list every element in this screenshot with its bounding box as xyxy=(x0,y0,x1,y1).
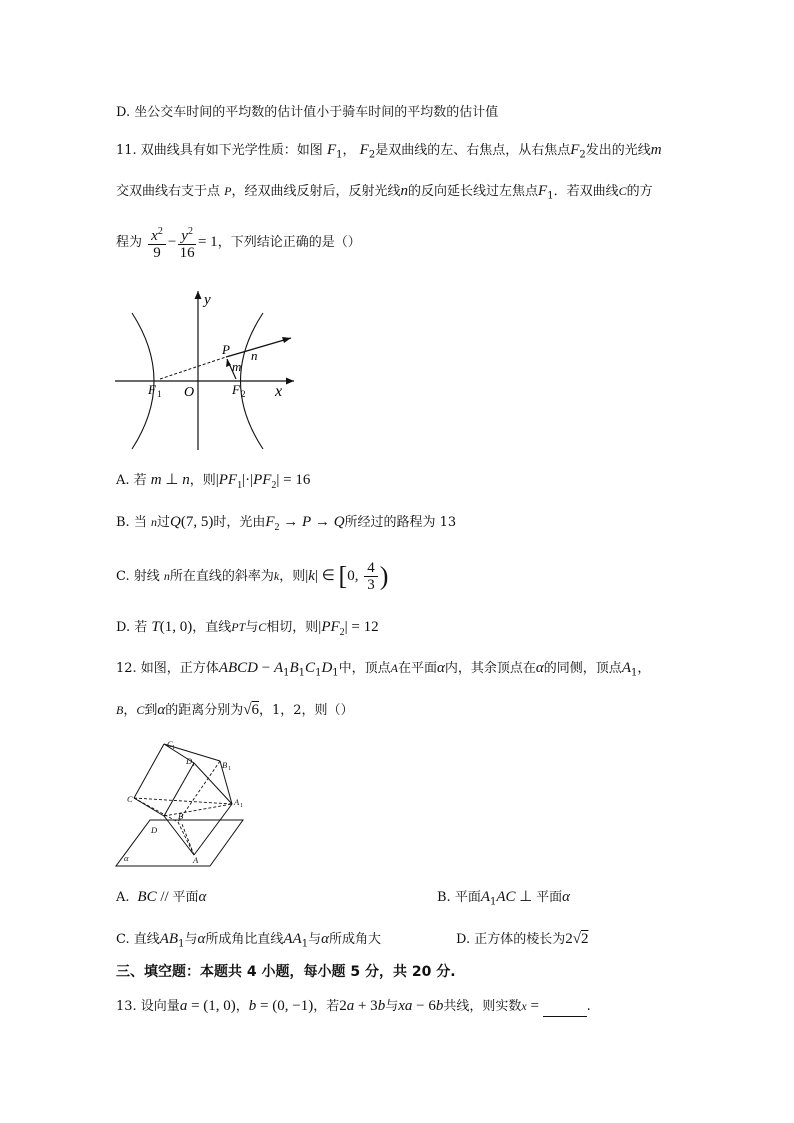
option-label: C. 射线 xyxy=(116,569,160,584)
label-B1: B xyxy=(222,760,228,770)
option-text: 所在直线的斜率为 xyxy=(169,569,274,584)
q11-text: 发出的光线 xyxy=(585,143,651,158)
q12-option-a: A. BC // 平面α xyxy=(116,889,207,905)
q12-text: 12. 如图，正方体 xyxy=(116,661,219,676)
q11-text: 程为 xyxy=(116,235,143,250)
svg-text:1: 1 xyxy=(240,803,243,809)
hyperbola-figure xyxy=(110,285,300,455)
svg-text:1: 1 xyxy=(228,766,231,772)
option-text: 所经过的路程为 13 xyxy=(344,515,457,530)
svg-text:1: 1 xyxy=(157,389,162,399)
option-label: A. xyxy=(116,890,130,905)
option-label: C. 直线 xyxy=(116,932,160,947)
option-label: B. 平面 xyxy=(437,890,481,905)
option-label: D. 若 xyxy=(116,620,148,635)
svg-text:1: 1 xyxy=(192,762,195,768)
option-text: 平面 xyxy=(536,890,563,905)
label-F1: F xyxy=(148,382,156,397)
label-alpha: α xyxy=(124,853,129,863)
option-value: 12 xyxy=(363,619,379,635)
q13-text: ，若 xyxy=(313,999,340,1014)
label-P: P xyxy=(222,342,230,357)
q13-text: 13. 设向量 xyxy=(116,999,180,1014)
option-text: 与 xyxy=(245,620,259,635)
label-B: B xyxy=(178,811,184,821)
option-text: ，则 xyxy=(279,569,306,584)
option-label: A. 若 xyxy=(116,473,147,488)
q12-text: ，1，2，则（） xyxy=(259,703,354,718)
q13-text: . xyxy=(586,999,591,1014)
q12-text: 内，其余顶点在 xyxy=(444,661,536,676)
label-m: m xyxy=(232,359,242,374)
q11-stem-line1: 11. 双曲线具有如下光学性质：如图 $F_1$， $F_2$是双曲线的左、右焦点，从右焦点$F_2$发出的光线m xyxy=(116,142,662,161)
plane-alpha xyxy=(116,820,243,866)
option-value: 16 xyxy=(295,472,311,488)
q12-stem-line2: B，C到α的距离分别为√6，1，2，则（） xyxy=(116,702,354,718)
q12-text: 到 xyxy=(144,703,158,718)
option-text: 与 xyxy=(184,932,198,947)
label-D: D xyxy=(151,825,158,835)
option-text: 平面 xyxy=(172,890,199,905)
q11-text: 交双曲线右支于点 xyxy=(116,184,221,199)
q12-text: 的距离分别为 xyxy=(165,703,244,718)
option-text: 所成角比直线 xyxy=(205,932,284,947)
option-text: ，直线 xyxy=(192,620,232,635)
option-label: D. 正方体的棱长为 xyxy=(456,932,566,947)
q12-option-b: B. 平面$A_1AC$ ⊥ 平面α xyxy=(437,889,571,908)
option-text: 与 xyxy=(308,932,322,947)
q11-option-c: C. 射线 n所在直线的斜率为k，则|k| ∈ [0, $\frac{4}{3}$ ) xyxy=(116,560,389,594)
q11-text: ．若双曲线 xyxy=(553,184,619,199)
option-label: B. 当 xyxy=(116,515,147,530)
label-n: n xyxy=(251,348,258,363)
q11-option-d: D. 若 T(1, 0)，直线PT与C相切，则$|PF_2| = 12$ xyxy=(116,619,379,638)
q12-stem-line1: 12. 如图，正方体ABCD − $A_1B_1C_1D_1$中，顶点A在平面α内，其余顶点在α的同侧，顶点$A_1$， xyxy=(116,660,651,679)
label-A1: A xyxy=(234,797,240,807)
option-text: ，则 xyxy=(189,473,216,488)
q13-text: 与 xyxy=(385,999,399,1014)
svg-text:2: 2 xyxy=(241,389,246,399)
q10-option-d: D. 坐公交车时间的平均数的估计值小于骑车时间的平均数的估计值 xyxy=(116,105,499,120)
label-C1: C xyxy=(167,739,173,749)
option-text: 时，光由 xyxy=(213,515,266,530)
q13-text: 共线，则实数 xyxy=(443,999,522,1014)
dashed-line xyxy=(160,357,226,379)
q13-stem: 13. 设向量a = (1, 0)，b = (0, −1)，若2a + 3b与xa − 6b共线，则实数x = . xyxy=(116,996,591,1017)
label-y: y xyxy=(204,292,211,308)
option-text: 所成角大 xyxy=(328,932,381,947)
label-D1: D xyxy=(186,756,193,766)
q11-text: 的方 xyxy=(626,184,653,199)
q12-option-c: C. 直线$AB_1$与α所成角比直线$AA_1$与α所成角大 xyxy=(116,931,381,950)
q12-text: 在平面 xyxy=(398,661,438,676)
q11-stem-line2: 交双曲线右支于点 P，经双曲线反射后，反射光线n的反向延长线过左焦点$F_1$．若双曲线C的方 xyxy=(116,183,653,202)
answer-blank[interactable] xyxy=(543,1002,587,1017)
q12-text: 的同侧，顶点 xyxy=(543,661,622,676)
q11-text: 的反向延长线过左焦点 xyxy=(408,184,539,199)
q12-text: 中，顶点 xyxy=(338,661,391,676)
q12-option-d: D. 正方体的棱长为2√2 xyxy=(456,931,589,947)
cube-figure xyxy=(112,738,252,870)
label-C: C xyxy=(127,794,133,804)
option-text: 过 xyxy=(156,515,170,530)
q11-option-b: B. 当 n过Q(7, 5)时，光由$F_2 \to P \to Q$所经过的路程为 13 xyxy=(116,514,457,533)
q11-text: ，下列结论正确的是（） xyxy=(217,235,361,250)
svg-text:1: 1 xyxy=(172,745,175,751)
label-O: O xyxy=(184,385,195,400)
label-x: x xyxy=(275,383,283,400)
option-text: 相切，则 xyxy=(266,620,319,635)
label-F2: F xyxy=(232,382,240,397)
q11-option-a: A. 若 m ⊥ n，则$|PF_1|\cdot|PF_2| = 16$ xyxy=(116,472,311,491)
q11-text: 是双曲线的左、右焦点，从右焦点 xyxy=(375,143,571,158)
ray-n xyxy=(226,338,291,357)
label-A: A xyxy=(193,855,199,865)
section-heading: 三、填空题：本题共 4 小题，每小题 5 分，共 20 分. xyxy=(116,964,456,980)
q11-stem-line3: 程为 $\frac{x^2}{9}$ − $\frac{y^2}{16}$ = 1，下列结论正确的是（） xyxy=(116,226,361,261)
q11-text: 11. 双曲线具有如下光学性质：如图 xyxy=(116,143,323,158)
q11-text: ，经双曲线反射后，反射光线 xyxy=(231,184,401,199)
